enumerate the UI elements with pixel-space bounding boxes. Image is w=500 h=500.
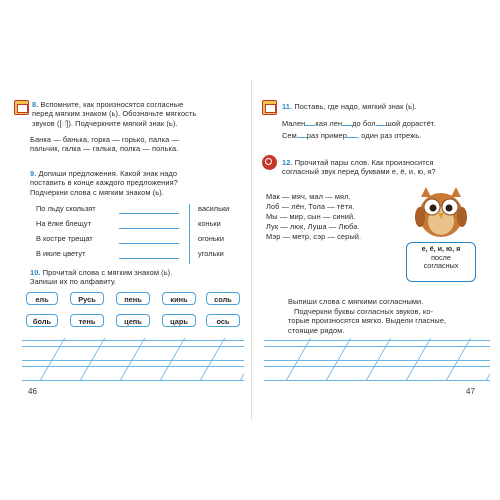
- word-card: цепь: [116, 314, 150, 327]
- exercise-11-sentence-1: [282, 119, 488, 128]
- ruled-line: [22, 346, 244, 347]
- sentence-start: В костре трещат: [36, 234, 93, 243]
- sentence-start: По льду скользят: [36, 204, 96, 213]
- slant-line: [120, 338, 145, 380]
- ruled-line: [22, 340, 244, 341]
- sentence-part: Сем: [282, 131, 297, 140]
- hint-line-2: после: [431, 252, 451, 262]
- exercise-12-word-pairs: [266, 192, 411, 242]
- ruled-line: [264, 366, 490, 367]
- sentence-part: кая лен: [315, 119, 343, 128]
- exercise-8-line-2: перед мягким знаком (ь). Обозначьте мягкость: [32, 109, 197, 119]
- exercise-12-line-2: согласный звук перед буквами е, ё, и, ю, я?: [282, 167, 436, 177]
- word-card: боль: [26, 314, 58, 327]
- word-card: ось: [206, 314, 240, 327]
- owl-illustration: [410, 183, 472, 241]
- word-pair-line: Лоб — лён, Тола — тётя.: [266, 202, 355, 211]
- sentence-row: [36, 219, 244, 234]
- exercise-8-line-1: Вспомните, как произносятся согласные: [40, 100, 184, 109]
- word-card: царь: [162, 314, 196, 327]
- answer-word: огоньки: [198, 234, 225, 243]
- slant-line: [446, 338, 471, 380]
- sentence-start: На ёлке блещут: [36, 219, 91, 228]
- word-pair-line: Мак — мяч, мал — мял.: [266, 192, 351, 201]
- fill-in-blank[interactable]: [305, 125, 315, 126]
- sentence-row: [36, 204, 244, 219]
- exercise-10-instructions: [30, 268, 244, 287]
- exercise-10-line-2: Запиши их по алфавиту.: [30, 277, 117, 287]
- slant-line: [40, 338, 65, 380]
- fill-in-blank[interactable]: [342, 125, 352, 126]
- exercise-8-words-line-1: Банка — банька, горка — горько, палка —: [30, 135, 179, 144]
- exercise-8-instructions: [32, 100, 244, 128]
- word-card: тень: [70, 314, 104, 327]
- page-number: 46: [28, 387, 37, 396]
- word-card: Русь: [70, 292, 104, 305]
- slant-line: [366, 338, 391, 380]
- vowel-hint-card: [406, 242, 476, 282]
- word-pair-line: Мы — мир, сын — синий.: [266, 212, 356, 221]
- exercise-10-number: 10.: [30, 268, 41, 277]
- fill-in-blank[interactable]: [347, 137, 357, 138]
- exercise-8-words-line-2: пальчик, галка — галька, полка — полька.: [30, 144, 179, 154]
- slant-line: [406, 338, 431, 380]
- slant-line: [486, 338, 490, 380]
- exercise-11-instructions: [282, 102, 488, 111]
- exercise-12-line-1: Прочитай пары слов. Как произносится: [294, 158, 434, 167]
- ruled-line: [264, 380, 490, 381]
- slant-line: [240, 338, 244, 380]
- ruled-line: [22, 366, 244, 367]
- listen-icon: [262, 155, 277, 170]
- exercise-11-line-1: Поставь, где надо, мягкий знак (ь).: [294, 102, 417, 111]
- ruled-line: [264, 340, 490, 341]
- word-card: ель: [26, 292, 58, 305]
- fill-in-blank[interactable]: [376, 125, 386, 126]
- exercise-8-line-3: звуков ([◌̆]). Подчеркните мягкий знак (ь).: [32, 118, 178, 128]
- exercise-11-sentence-2: [282, 131, 488, 140]
- hint-line-3: согласных: [423, 261, 459, 270]
- word-pair-line: Лук — люк, Луша — Люба.: [266, 222, 360, 231]
- slant-line: [326, 338, 351, 380]
- slant-line: [160, 338, 185, 380]
- writing-lines[interactable]: [22, 334, 244, 382]
- exercise-9-instructions: [30, 169, 244, 197]
- slant-line: [286, 338, 311, 380]
- exercise-10-line-1: Прочитай слова с мягким знаком (ь).: [42, 268, 173, 277]
- fill-in-blank[interactable]: [297, 137, 307, 138]
- exercise-8-words: [30, 135, 244, 154]
- slant-line: [80, 338, 105, 380]
- exercise-12-tasks: [288, 297, 488, 335]
- answer-blank[interactable]: [119, 213, 179, 214]
- answer-word: васильки: [198, 204, 230, 213]
- exercise-9-line-1: Допиши предложения. Какой знак надо: [38, 169, 178, 178]
- sentence-row: [36, 234, 244, 249]
- exercise-8-number: 8.: [32, 100, 39, 109]
- task-line: торые произносятся мягко. Выдели гласные,: [288, 316, 447, 325]
- exercise-12-number: 12.: [282, 158, 293, 167]
- task-line: стоящие рядом.: [288, 325, 345, 335]
- sentence-row: [36, 249, 244, 264]
- sentence-part: шой дорастёт.: [385, 119, 436, 128]
- exercise-9-line-3: Подчеркни слова с мягким знаком (ь).: [30, 187, 164, 197]
- word-pair-line: Мэр — метр, сэр — серый.: [266, 232, 362, 241]
- answer-blank[interactable]: [119, 243, 179, 244]
- answer-blank[interactable]: [119, 258, 179, 259]
- answer-column-divider: [189, 204, 190, 264]
- exercise-9-number: 9.: [30, 169, 37, 178]
- word-card: кинь: [162, 292, 196, 305]
- word-card: соль: [206, 292, 240, 305]
- sentence-part: до бол: [352, 119, 376, 128]
- left-page: [8, 82, 245, 412]
- hint-letters: е, ё, и, ю, я: [421, 244, 461, 253]
- exercise-9-sentences: [36, 204, 244, 264]
- ruled-line: [264, 346, 490, 347]
- word-card: пень: [116, 292, 150, 305]
- answer-blank[interactable]: [119, 228, 179, 229]
- book-icon: [14, 100, 29, 115]
- task-line: Выпиши слова с мягкими согласными.: [288, 297, 424, 306]
- task-line: Подчеркни буквы согласных звуков, ко-: [294, 306, 434, 316]
- sentence-start: В июле цветут: [36, 249, 86, 258]
- book-spine: [251, 80, 252, 420]
- exercise-11-number: 11.: [282, 102, 293, 111]
- answer-word: угольки: [198, 249, 224, 258]
- writing-lines[interactable]: [264, 334, 490, 382]
- sentence-part: Мален: [282, 119, 306, 128]
- sentence-part: , один раз отрежь.: [356, 131, 422, 140]
- sentence-part: раз пример: [306, 131, 347, 140]
- exercise-9-line-2: поставить в конце каждого предложения?: [30, 178, 178, 188]
- slant-line: [200, 338, 225, 380]
- ruled-line: [22, 380, 244, 381]
- page-number: 47: [466, 387, 475, 396]
- book-icon: [262, 100, 277, 115]
- exercise-12-instructions: [282, 158, 492, 177]
- right-page: [258, 82, 492, 412]
- answer-word: коньки: [198, 219, 221, 228]
